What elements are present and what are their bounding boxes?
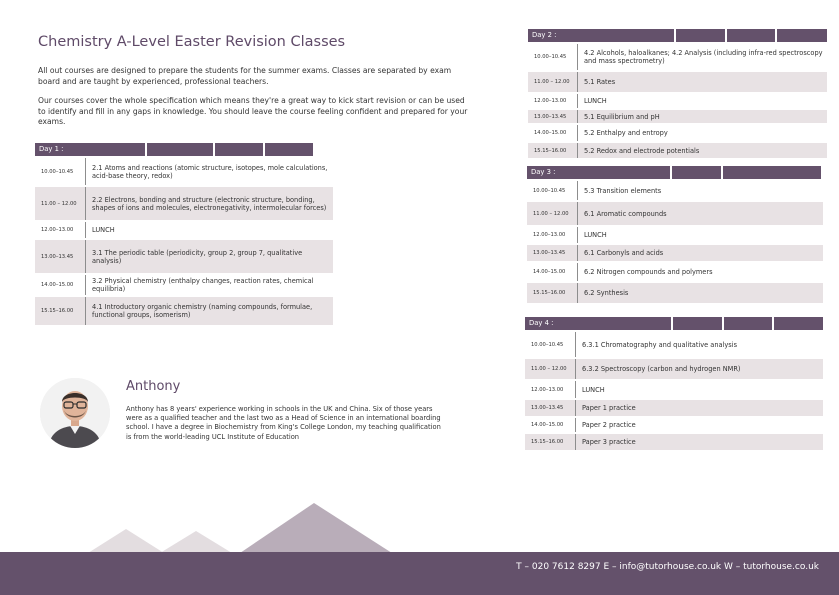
session-time: 13.00–13.45 xyxy=(527,245,578,261)
day-header-cell xyxy=(147,143,213,156)
session-time: 10.00–10.45 xyxy=(527,181,578,200)
schedule-row xyxy=(527,181,823,200)
day-header-cell xyxy=(724,317,772,330)
teacher-name: Anthony xyxy=(126,379,181,394)
session-topic: LUNCH xyxy=(584,231,607,239)
session-time: 10.00–10.45 xyxy=(35,158,86,185)
day-header xyxy=(525,317,823,330)
day-3-schedule xyxy=(527,166,823,305)
page-title: Chemistry A-Level Easter Revision Classes xyxy=(38,34,346,50)
day-header xyxy=(35,143,333,156)
session-time: 14.00–15.00 xyxy=(525,418,576,432)
session-topic: LUNCH xyxy=(582,385,605,394)
schedule-row xyxy=(528,94,827,108)
session-topic: Paper 2 practice xyxy=(582,421,636,429)
day-header xyxy=(527,166,823,179)
day-header-cell xyxy=(727,29,775,42)
session-time: 14.00–15.00 xyxy=(528,125,578,141)
session-time: 12.00–13.00 xyxy=(528,94,578,108)
schedule-row xyxy=(525,381,823,398)
day-header-cell xyxy=(215,143,263,156)
session-time: 15.15–16.00 xyxy=(35,297,86,325)
session-topic: 5.2 Enthalpy and entropy xyxy=(584,129,668,137)
session-time: 13.00–13.45 xyxy=(525,400,576,416)
schedule-row xyxy=(35,187,333,220)
schedule-row xyxy=(528,143,827,158)
schedule-row xyxy=(525,400,823,416)
session-time: 12.00–13.00 xyxy=(525,381,576,398)
schedule-row xyxy=(35,158,333,185)
schedule-row xyxy=(525,418,823,432)
session-time: 11.00 – 12.00 xyxy=(528,72,578,92)
session-topic: Paper 3 practice xyxy=(582,438,636,446)
session-topic: 6.1 Aromatic compounds xyxy=(584,209,667,218)
session-time: 15.15–16.00 xyxy=(528,143,578,158)
session-topic: LUNCH xyxy=(584,97,607,105)
session-topic: 4.2 Alcohols, haloalkanes; 4.2 Analysis (including infra-red spectroscopy and mass spectrometry) xyxy=(584,49,823,65)
session-topic: 5.1 Rates xyxy=(584,78,616,86)
session-time: 15.15–16.00 xyxy=(527,283,578,303)
session-topic: 6.2 Nitrogen compounds and polymers xyxy=(584,268,713,276)
schedule-row xyxy=(35,297,333,325)
schedule-row xyxy=(528,110,827,123)
day-header-cell xyxy=(774,317,823,330)
session-time: 12.00–13.00 xyxy=(35,222,86,238)
session-topic: 5.3 Transition elements xyxy=(584,186,662,195)
session-time: 15.15–16.00 xyxy=(525,434,576,450)
day-header xyxy=(528,29,827,42)
day-label: Day 2 : xyxy=(528,29,674,42)
schedule-row xyxy=(527,227,823,243)
schedule-row xyxy=(525,332,823,357)
schedule-row xyxy=(525,359,823,379)
session-time: 10.00–10.45 xyxy=(528,44,578,70)
schedule-row xyxy=(528,125,827,141)
session-topic: 6.3.1 Chromatography and qualitative analysis xyxy=(582,340,738,349)
session-time: 13.00–13.45 xyxy=(35,240,86,273)
session-topic: 6.2 Synthesis xyxy=(584,289,629,297)
footer-bar xyxy=(0,552,839,595)
session-topic: 6.1 Carbonyls and acids xyxy=(584,249,664,257)
session-time: 12.00–13.00 xyxy=(527,227,578,243)
schedule-row xyxy=(35,222,333,238)
day-header-cell xyxy=(673,317,722,330)
intro-paragraph: All out courses are designed to prepare the students for the summer exams. Classes are separated by exam board and are taught by experienced, professional teachers. xyxy=(38,66,452,86)
day-header-cell xyxy=(265,143,313,156)
session-time: 13.00–13.45 xyxy=(528,110,578,123)
schedule-row xyxy=(527,283,823,303)
session-topic: 4.1 Introductory organic chemistry (naming compounds, formulae, functional groups, isomerism) xyxy=(92,303,313,319)
schedule-row xyxy=(35,240,333,273)
day-label: Day 4 : xyxy=(525,317,671,330)
mountains-decoration xyxy=(0,495,460,553)
day-label: Day 1 : xyxy=(35,143,145,156)
day-header-cell xyxy=(777,29,827,42)
schedule-row xyxy=(527,263,823,281)
session-topic: 3.2 Physical chemistry (enthalpy changes, reaction rates, chemical equilibria) xyxy=(92,277,314,293)
day-4-schedule xyxy=(525,317,823,452)
schedule-row xyxy=(35,275,333,295)
schedule-row xyxy=(527,245,823,261)
session-topic: 6.3.2 Spectroscopy (carbon and hydrogen NMR) xyxy=(582,365,741,373)
day-header-cell xyxy=(676,29,725,42)
day-header-cell xyxy=(723,166,821,179)
schedule-row xyxy=(528,44,827,70)
day-header-cell xyxy=(672,166,721,179)
session-topic: LUNCH xyxy=(92,226,115,234)
schedule-row xyxy=(527,202,823,225)
day-1-schedule xyxy=(35,143,333,327)
footer-contact: T – 020 7612 8297 E – info@tutorhouse.co.uk W – tutorhouse.co.uk xyxy=(516,562,819,572)
session-topic: 3.1 The periodic table (periodicity, group 2, group 7, qualitative analysis) xyxy=(92,248,303,265)
person-icon xyxy=(40,378,110,448)
schedule-row xyxy=(525,434,823,450)
teacher-photo xyxy=(40,378,110,448)
teacher-bio: Anthony has 8 years' experience working in schools in the UK and China. Six of those years were as a qualified teacher and the last two as a Head of Science in an international boarding school. I have a degree in Biochemistry from King's College London, my teaching qualification is from the world-leading UCL Institute of Education xyxy=(126,405,441,441)
session-time: 11.00 – 12.00 xyxy=(527,202,578,225)
session-topic: 2.1 Atoms and reactions (atomic structure, isotopes, mole calculations, acid-base theory, redox) xyxy=(92,163,328,180)
intro-paragraph: Our courses cover the whole specification which means they're a great way to kick start revision or can be used to identify and fill in any gaps in knowledge. You should leave the course feeling confident and prepared for your exams. xyxy=(38,96,468,126)
session-time: 14.00–15.00 xyxy=(527,263,578,281)
session-time: 10.00–10.45 xyxy=(525,332,576,357)
day-label: Day 3 : xyxy=(527,166,670,179)
session-topic: 5.2 Redox and electrode potentials xyxy=(584,146,700,155)
schedule-row xyxy=(528,72,827,92)
session-topic: Paper 1 practice xyxy=(582,404,636,412)
session-topic: 2.2 Electrons, bonding and structure (electronic structure, bonding, shapes of ions and molecules, electronegativity, intermolecular forces) xyxy=(92,195,327,212)
session-time: 14.00–15.00 xyxy=(35,275,86,295)
session-time: 11.00 – 12.00 xyxy=(35,187,86,220)
day-2-schedule xyxy=(528,29,827,160)
session-topic: 5.1 Equilibrium and pH xyxy=(584,112,660,121)
session-time: 11.00 – 12.00 xyxy=(525,359,576,379)
